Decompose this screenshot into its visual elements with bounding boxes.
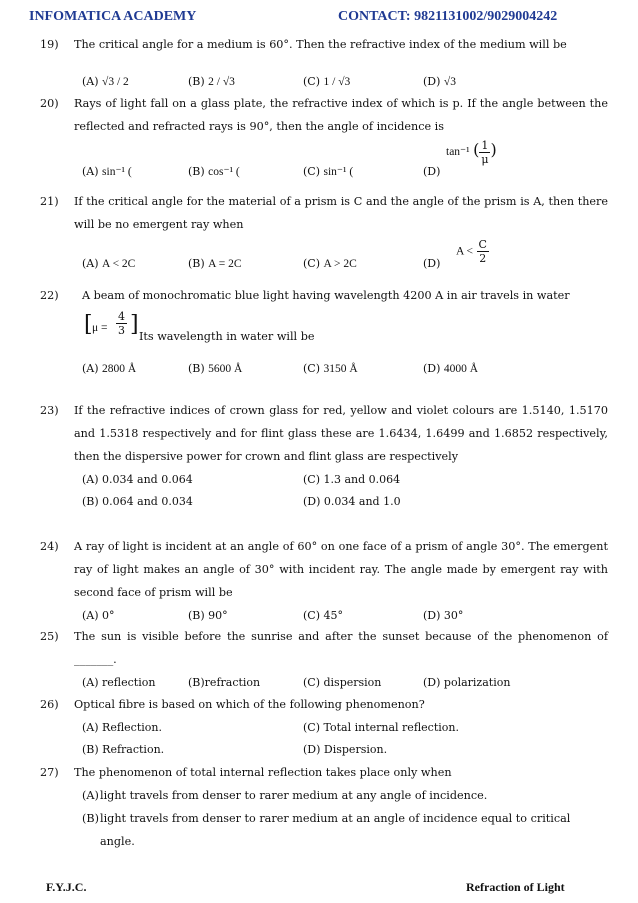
options-row	[82, 343, 608, 383]
question-text: A ray of light is incident at an angle of 60° on one face of a prism of angle 30°. The emergent ray of light makes an angle of 30° with incident ray. The angle made by emergent ray with second face of prism will be	[74, 540, 608, 599]
contact-number: CONTACT: 9821131002/9029004242	[338, 9, 558, 24]
option-a[interactable]: (A) 2800 Å	[82, 362, 137, 375]
option-a[interactable]: (A) light travels from denser to rarer medium at any angle of incidence.	[82, 789, 488, 802]
question-27	[40, 761, 608, 853]
option-b[interactable]: (B) light travels from denser to rarer medium at an angle of incidence equal to critical angle.	[82, 812, 571, 848]
refractive-index-box: [ μ = $\frac{4}{3}$ ] Its wavelength in water will be	[84, 310, 315, 343]
options-row	[82, 138, 608, 182]
question-text: The phenomenon of total internal reflection takes place only when	[74, 766, 452, 779]
option-a[interactable]: (A) Reflection.	[82, 721, 162, 734]
options-row	[82, 490, 608, 512]
option-d-formula: tan⁻¹ ( $\frac{1}{\mu}$ )	[446, 138, 497, 166]
option-d-formula: A < $\frac{C}{2}$	[456, 238, 487, 265]
option-d[interactable]: (D) √3	[423, 75, 456, 88]
question-text: If the critical angle for the material of a prism is C and the angle of the prism is A, then there will be no emergent ray when	[74, 195, 608, 231]
question-number: 22)	[40, 289, 59, 302]
options-row	[82, 738, 608, 760]
options-row	[82, 716, 608, 738]
question-number: 24)	[40, 540, 59, 553]
option-c[interactable]: (C) 1.3 and 0.064	[303, 473, 401, 486]
option-d[interactable]: (D) 30°	[423, 609, 464, 622]
option-b[interactable]: (B) 90°	[188, 609, 228, 622]
option-a[interactable]: (A) sin⁻¹ (	[82, 165, 132, 178]
options-row	[82, 604, 608, 626]
question-26	[40, 693, 608, 760]
question-number: 26)	[40, 698, 59, 711]
question-text: A beam of monochromatic blue light having wavelength 4200 A in air travels in water	[82, 289, 570, 302]
question-22	[40, 284, 608, 383]
option-a[interactable]: (A) √3 / 2	[82, 75, 129, 88]
question-text: Rays of light fall on a glass plate, the refractive index of which is p. If the angle between the reflected and refracted rays is 90°, then the angle of incidence is	[74, 97, 608, 133]
option-c[interactable]: (C) 3150 Å	[303, 362, 358, 375]
question-24	[40, 535, 608, 626]
option-b[interactable]: (B) 2 / √3	[188, 75, 235, 88]
question-text: If the refractive indices of crown glass for red, yellow and violet colours are 1.5140, 1.5170 and 1.5318 respectively and for flint glass these are 1.6434, 1.6499 and 1.6852 respectively, then the dispersive power for crown and flint glass are respectively	[74, 404, 608, 463]
option-d-label[interactable]: (D)	[423, 165, 441, 178]
option-b[interactable]: (B)refraction	[188, 676, 261, 689]
option-a[interactable]: (A) 0°	[82, 609, 115, 622]
academy-name: INFOMATICA ACADEMY	[29, 9, 197, 24]
question-text: The sun is visible before the sunrise and after the sunset because of the phenomenon of _______.	[74, 630, 608, 666]
option-d[interactable]: (D) polarization	[423, 676, 511, 689]
options-row	[82, 468, 608, 490]
question-number: 23)	[40, 404, 59, 417]
option-d[interactable]: (D) Dispersion.	[303, 743, 388, 756]
option-c[interactable]: (C) A > 2C	[303, 257, 357, 270]
options-row	[82, 236, 608, 276]
option-c[interactable]: (C) 1 / √3	[303, 75, 351, 88]
option-d[interactable]: (D) 0.034 and 1.0	[303, 495, 401, 508]
option-c[interactable]: (C) sin⁻¹ (	[303, 165, 354, 178]
question-text: Optical fibre is based on which of the following phenomenon?	[74, 698, 425, 711]
option-d[interactable]: (D)	[423, 257, 441, 270]
question-number: 20)	[40, 97, 59, 110]
option-b[interactable]: (B) Refraction.	[82, 743, 165, 756]
option-a[interactable]: (A) 0.034 and 0.064	[82, 473, 193, 486]
question-21	[40, 190, 608, 276]
question-text: The critical angle for a medium is 60°. Then the refractive index of the medium will be	[74, 38, 567, 51]
options-row	[82, 671, 608, 693]
question-25	[40, 625, 608, 693]
option-b[interactable]: (B) cos⁻¹ (	[188, 165, 240, 178]
option-a[interactable]: (A) A < 2C	[82, 257, 136, 270]
footer-chapter: Refraction of Light	[466, 880, 565, 894]
question-number: 19)	[40, 38, 59, 51]
question-number: 21)	[40, 195, 59, 208]
option-c[interactable]: (C) 45°	[303, 609, 343, 622]
option-c[interactable]: (C) dispersion	[303, 676, 382, 689]
question-19	[40, 33, 608, 92]
question-20	[40, 92, 608, 182]
option-b[interactable]: (B) A = 2C	[188, 257, 242, 270]
options-row	[82, 56, 608, 92]
option-a[interactable]: (A) reflection	[82, 676, 156, 689]
footer-class: F.Y.J.C.	[46, 880, 87, 894]
question-number: 25)	[40, 630, 59, 643]
question-23	[40, 399, 608, 512]
option-d[interactable]: (D) 4000 Å	[423, 362, 479, 375]
option-b[interactable]: (B) 5600 Å	[188, 362, 243, 375]
option-c[interactable]: (C) Total internal reflection.	[303, 721, 459, 734]
option-b[interactable]: (B) 0.064 and 0.034	[82, 495, 193, 508]
question-number: 27)	[40, 766, 59, 779]
